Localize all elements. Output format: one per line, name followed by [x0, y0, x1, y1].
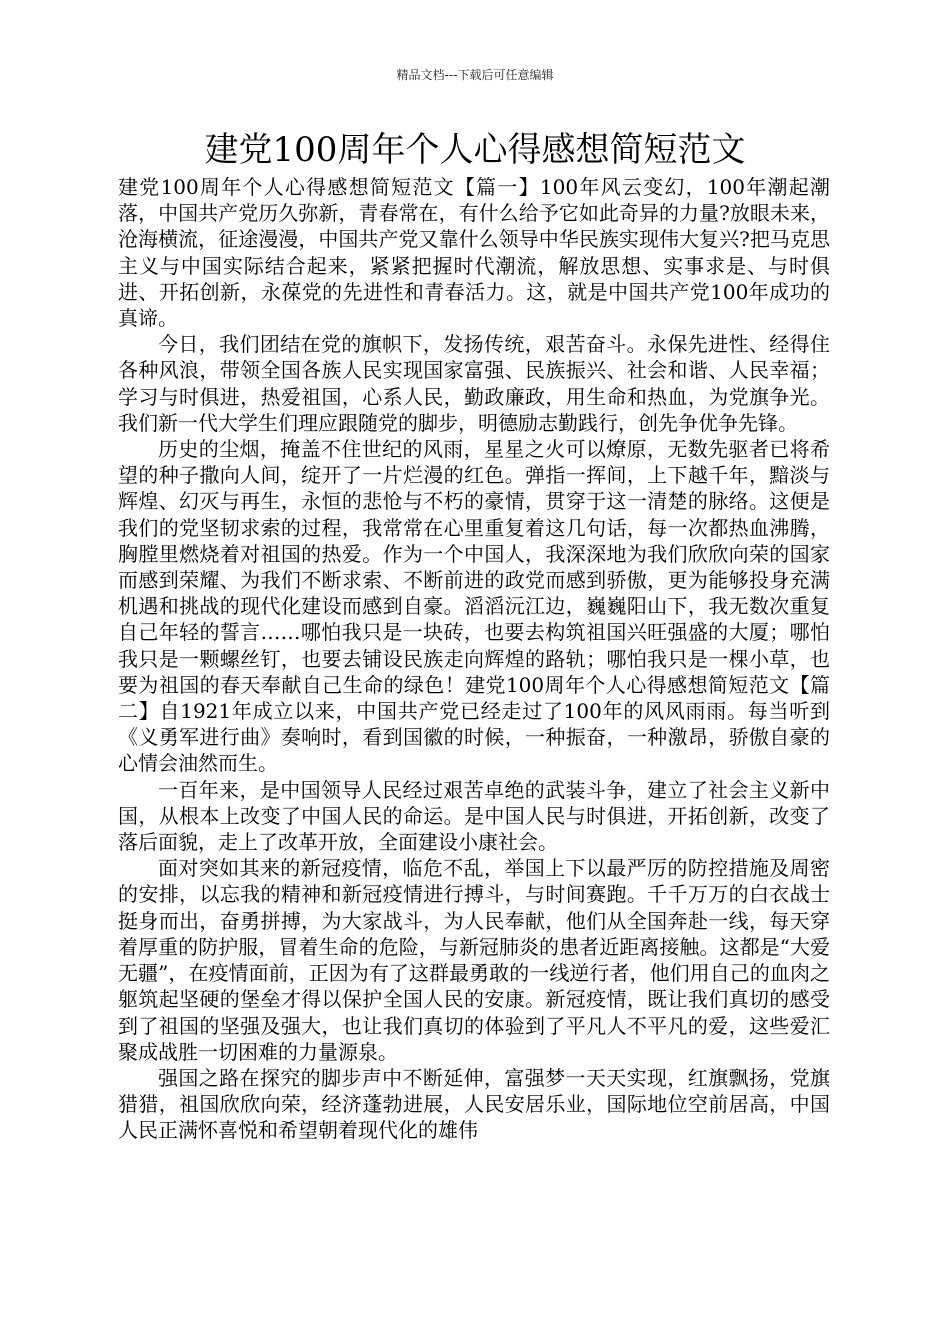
document-body	[118, 174, 830, 1144]
paragraph-1: 建党100周年个人心得感想简短范文【篇一】100年风云变幻，100年潮起潮落，中国共产党历久弥新，青春常在，有什么给予它如此奇异的力量?放眼未来，沧海横流，征途漫漫，中国共产党又靠什么领导中华民族实现伟大复兴?把马克思主义与中国实际结合起来，紧紧把握时代潮流，解放思想、实事求是、与时俱进、开拓创新，永葆党的先进性和青春活力。这，就是中国共产党100年成功的真谛。	[118, 175, 830, 331]
paragraph-6: 强国之路在探究的脚步声中不断延伸，富强梦一天天实现，红旗飘扬，党旗猎猎，祖国欣欣向荣，经济蓬勃进展，人民安居乐业，国际地位空前居高，中国人民正满怀喜悦和希望朝着现代化的雄伟	[118, 1065, 830, 1143]
document-title: 建党100周年个人心得感想简短范文	[204, 130, 746, 170]
paragraph-5: 面对突如其来的新冠疫情，临危不乱，举国上下以最严厉的防控措施及周密的安排，以忘我的精神和新冠疫情进行搏斗，与时间赛跑。千千万万的白衣战士挺身而出，奋勇拼搏，为大家战斗，为人民奉献，他们从全国奔赴一线，每天穿着厚重的防护服，冒着生命的危险，与新冠肺炎的患者近距离接触。这都是“大爱无疆”，在疫情面前，正因为有了这群最勇敢的一线逆行者，他们用自己的血肉之躯筑起坚硬的堡垒才得以保护全国人民的安康。新冠疫情，既让我们真切的感受到了祖国的坚强及强大，也让我们真切的体验到了平凡人不平凡的爱，这些爱汇聚成战胜一切困难的力量源泉。	[118, 856, 830, 1064]
page-header-note: 精品文档---下载后可任意编辑	[396, 68, 554, 82]
paragraph-2: 今日，我们团结在党的旗帜下，发扬传统，艰苦奋斗。永保先进性、经得住各种风浪，带领全国各族人民实现国家富强、民族振兴、社会和谐、人民幸福；学习与时俱进，热爱祖国，心系人民，勤政廉政，用生命和热血，为党旗争光。我们新一代大学生们理应跟随党的脚步，明德励志勤践行，创先争优争先锋。	[118, 332, 830, 435]
paragraph-3: 历史的尘烟，掩盖不住世纪的风雨，星星之火可以燎原，无数先驱者已将希望的种子撒向人间，绽开了一片烂漫的红色。弹指一挥间，上下越千年，黯淡与辉煌、幻灭与再生，永恒的悲怆与不朽的豪情，贯穿于这一清楚的脉络。这便是我们的党坚韧求索的过程，我常常在心里重复着这几句话，每一次都热血沸腾，胸膛里燃烧着对祖国的热爱。作为一个中国人，我深深地为我们欣欣向荣的国家而感到荣耀、为我们不断求索、不断前进的政党而感到骄傲，更为能够投身充满机遇和挑战的现代化建设而感到自豪。滔滔沅江边，巍巍阳山下，我无数次重复自己年轻的誓言……哪怕我只是一块砖，也要去构筑祖国兴旺强盛的大厦；哪怕我只是一颗螺丝钉，也要去铺设民族走向辉煌的路轨；哪怕我只是一棵小草，也要为祖国的春天奉献自己生命的绿色！建党100周年个人心得感想简短范文【篇二】自1921年成立以来，中国共产党已经走过了100年的风风雨雨。每当听到《义勇军进行曲》奏响时，看到国徽的时候，一种振奋，一种激昂，骄傲自豪的心情会油然而生。	[118, 437, 830, 776]
paragraph-4: 一百年来，是中国领导人民经过艰苦卓绝的武装斗争，建立了社会主义新中国，从根本上改变了中国人民的命运。是中国人民与时俱进，开拓创新，改变了落后面貌，走上了改革开放，全面建设小康社会。	[118, 777, 830, 855]
